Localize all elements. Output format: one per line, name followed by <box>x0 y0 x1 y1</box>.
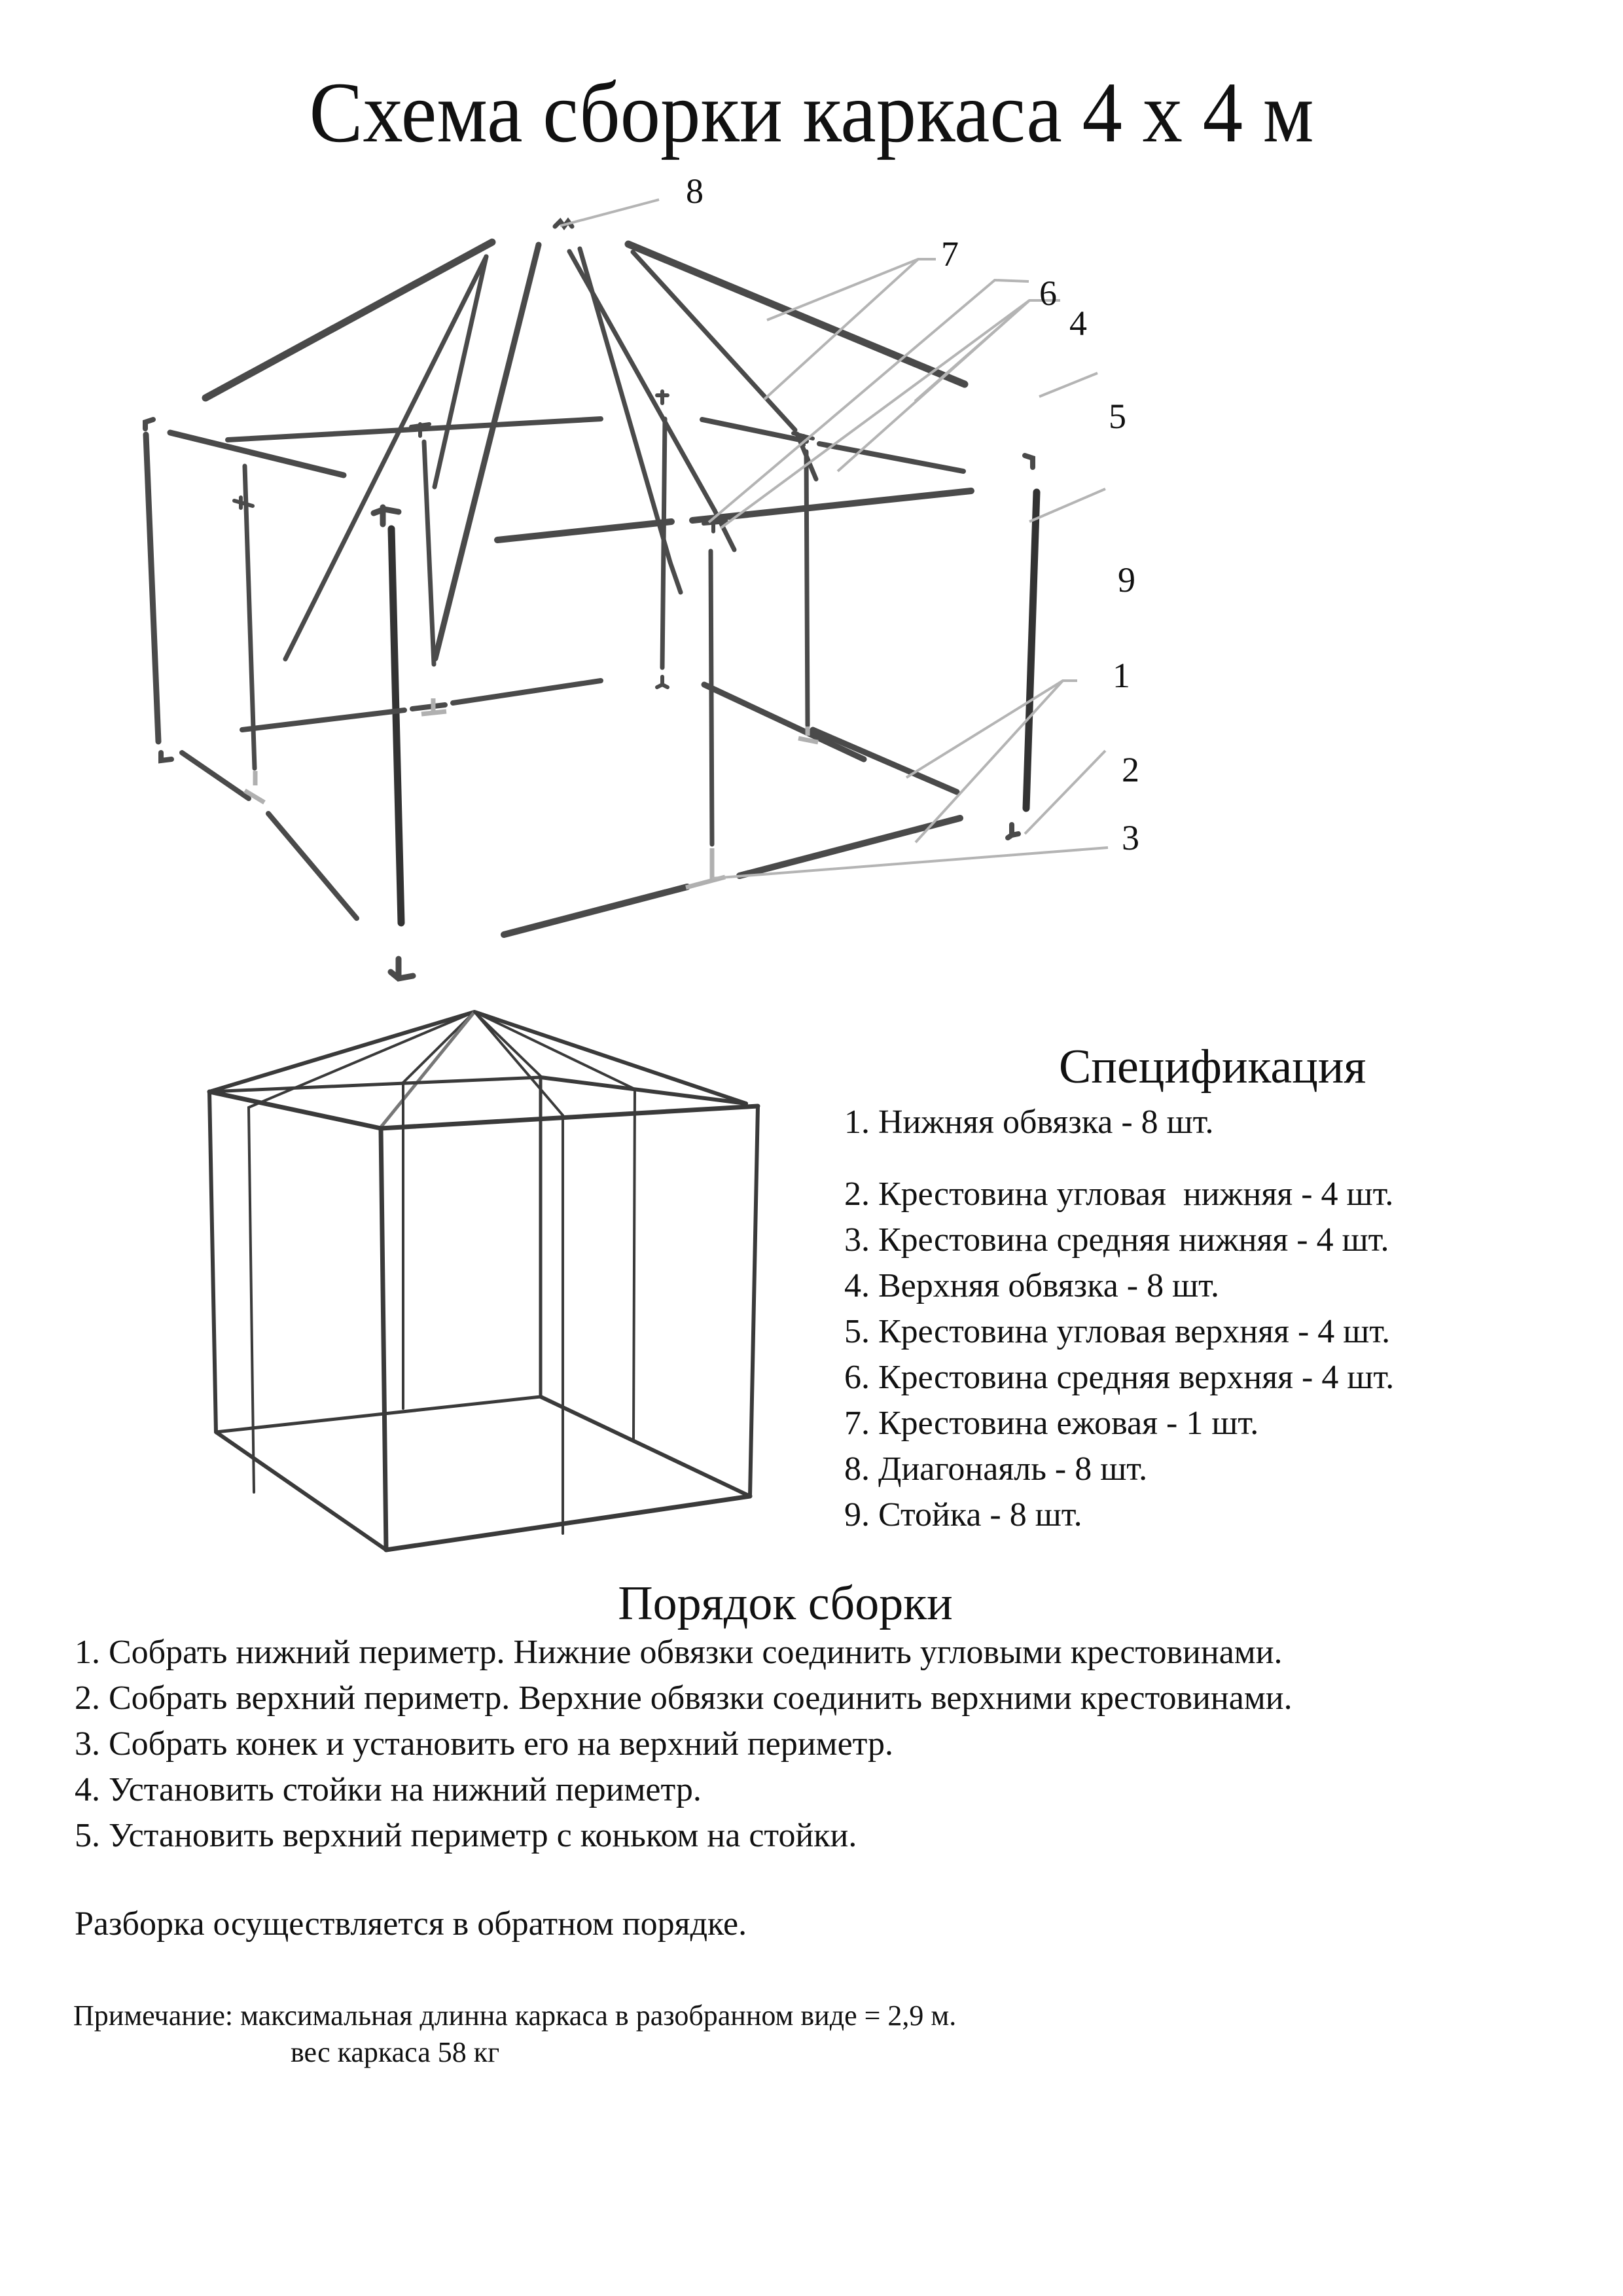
post <box>391 529 401 923</box>
leader-3 <box>712 848 1108 878</box>
joint-highlights <box>245 698 818 888</box>
rafter <box>435 257 486 487</box>
bottom-rail <box>504 887 687 935</box>
top-perimeter <box>541 1077 746 1103</box>
top-rail <box>497 522 671 540</box>
top-corner-connector <box>374 507 399 524</box>
assembly-step: 4. Установить стойки на нижний периметр. <box>75 1771 702 1808</box>
roof-rafter <box>381 1012 474 1127</box>
callout-1: 1 <box>1113 656 1130 695</box>
roof-diagonal <box>151 380 152 381</box>
post <box>662 419 665 668</box>
leader-7 <box>767 259 936 320</box>
leader-9 <box>1029 489 1105 522</box>
specification-heading: Спецификация <box>1059 1040 1366 1094</box>
assembly-step: 1. Собрать нижний периметр. Нижние обвязки соединить угловыми крестовинами. <box>75 1634 1283 1671</box>
bottom-perimeter <box>216 1397 541 1432</box>
spec-item: 9. Стойка - 8 шт. <box>844 1496 1082 1534</box>
leader-8 <box>560 200 659 226</box>
roof-diagonal <box>205 242 492 398</box>
bottom-rail <box>268 814 357 918</box>
bottom-corner-connector <box>1008 825 1018 838</box>
post <box>209 1092 216 1432</box>
roof-diagonal <box>260 459 263 466</box>
rafter <box>285 257 486 659</box>
post <box>711 551 712 844</box>
callout-6: 6 <box>1039 274 1057 313</box>
callout-4: 4 <box>1069 304 1087 343</box>
roof-diagonal <box>152 243 494 381</box>
roof-diagonal <box>628 244 965 384</box>
post <box>146 435 158 742</box>
callout-2: 2 <box>1122 750 1139 789</box>
post <box>806 452 808 725</box>
note-weight: вес каркаса 58 кг <box>291 2036 500 2068</box>
assembly-step: 5. Установить верхний периметр с коньком на стойки. <box>75 1817 857 1854</box>
spec-item: 7. Крестовина ежовая - 1 шт. <box>844 1405 1259 1442</box>
assembled-frame-diagram <box>196 995 785 1571</box>
spec-item: 4. Верхняя обвязка - 8 шт. <box>844 1267 1219 1304</box>
leader-6 <box>709 280 1029 522</box>
callout-9: 9 <box>1118 560 1135 600</box>
top-mid-connector <box>234 497 253 508</box>
top-corner-connector <box>145 420 153 429</box>
post <box>1026 492 1037 808</box>
leader-4 <box>721 300 1060 528</box>
top-rail <box>161 384 402 422</box>
callout-8: 8 <box>686 171 704 211</box>
page-title: Схема сборки каркаса 4 х 4 м <box>309 64 1314 160</box>
bottom-rail <box>412 705 445 709</box>
spec-item: 1. Нижняя обвязка - 8 шт. <box>844 1103 1214 1141</box>
bottom-corner-connector <box>391 959 413 978</box>
mid-post <box>249 1107 254 1492</box>
roof-rafter <box>249 1012 474 1107</box>
assembly-step: 3. Собрать конек и установить его на верхний периметр. <box>75 1725 894 1763</box>
spec-item: 2. Крестовина угловая нижняя - 4 шт. <box>844 1175 1394 1213</box>
callout-7: 7 <box>941 234 959 274</box>
assembly-order-heading: Порядок сборки <box>618 1577 953 1630</box>
bottom-mid-connector <box>657 677 668 687</box>
assembly-step: 2. Собрать верхний периметр. Верхние обвязки соединить верхними крестовинами. <box>75 1679 1293 1717</box>
bottom-rail <box>182 753 249 798</box>
bottom-rail <box>242 710 404 730</box>
top-mid-connector <box>657 391 668 403</box>
bottom-perimeter <box>386 1496 750 1550</box>
mid-post <box>633 1089 635 1440</box>
spec-item: 8. Диагонаяль - 8 шт. <box>844 1450 1148 1488</box>
top-perimeter <box>209 1092 381 1128</box>
leader-5 <box>1039 373 1097 397</box>
specification-list <box>844 1100 1394 1538</box>
top-rail <box>692 491 971 520</box>
spec-item: 3. Крестовина средняя нижняя - 4 шт. <box>844 1221 1389 1259</box>
top-perimeter <box>209 1077 541 1092</box>
note-max-length: Примечание: максимальная длинна каркаса в разобранном виде = 2,9 м. <box>73 2000 957 2032</box>
leader-4c <box>838 300 1029 471</box>
post <box>424 442 434 664</box>
rafter <box>435 245 539 658</box>
roof-diagonal <box>171 445 190 446</box>
leader-7b <box>764 259 918 399</box>
rafter <box>670 562 681 592</box>
callout-5: 5 <box>1109 397 1126 436</box>
top-rail <box>228 419 601 440</box>
top-perimeter <box>381 1106 758 1128</box>
bottom-rail <box>453 681 601 703</box>
leader-2 <box>1025 751 1105 834</box>
bottom-corner-connector <box>161 753 171 761</box>
assembly-steps-list <box>75 1630 1293 1859</box>
bottom-rail <box>704 685 864 759</box>
post <box>381 1128 386 1550</box>
bottom-perimeter <box>216 1432 386 1550</box>
post <box>245 466 255 768</box>
callout-3: 3 <box>1122 818 1139 857</box>
top-corner-connector <box>1025 456 1033 467</box>
bottom-perimeter <box>541 1397 750 1496</box>
spec-item: 5. Крестовина угловая верхняя - 4 шт. <box>844 1313 1391 1350</box>
spec-item: 6. Крестовина средняя верхняя - 4 шт. <box>844 1359 1395 1396</box>
disassembly-note: Разборка осуществляется в обратном порядке. <box>75 1905 747 1943</box>
exploded-frame-diagram <box>0 0 1623 1021</box>
leader-1 <box>906 681 1077 778</box>
post <box>750 1106 758 1496</box>
